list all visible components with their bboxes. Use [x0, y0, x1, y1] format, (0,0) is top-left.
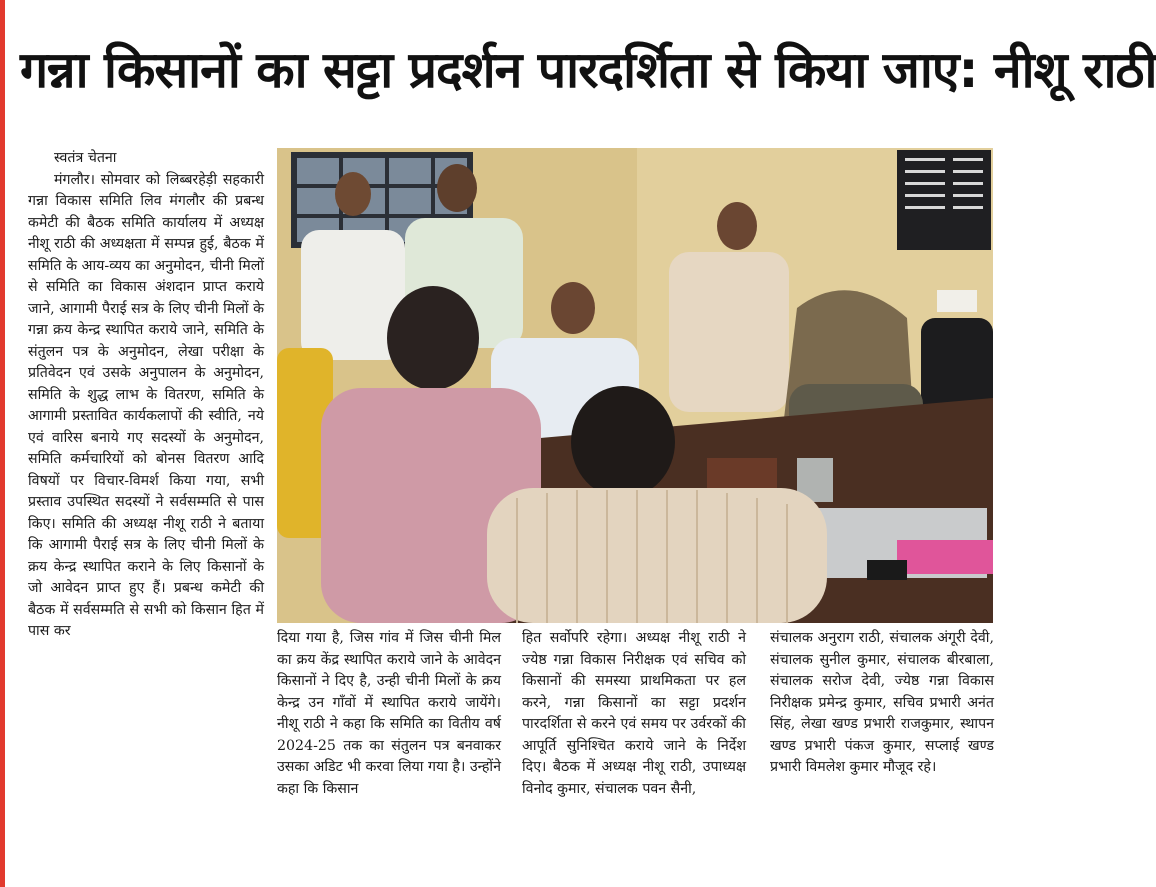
meeting-photo — [277, 148, 993, 623]
meeting-photo-illustration — [277, 148, 993, 623]
byline: स्वतंत्र चेतना — [54, 150, 117, 166]
article-text-col2: दिया गया है, जिस गांव में जिस चीनी मिल का क्रय केंद्र स्थापित कराये जाने के आवेदन किसानों ने दिए है, उन्ही चीनी मिलों के क्रय केन्द्र उन गाँवों में स्थापित कराये जायेंगे। नीशू राठी ने कहा कि समिति का वितीय वर्ष 2024-25 तक का संतुलन पत्र बनवाकर उसका अडिट भी करवा लिया गया है। उन्होंने कहा कि किसान — [277, 630, 501, 797]
article-column-left — [28, 148, 264, 643]
article-text-col3: हित सर्वोपरि रहेगा। अध्यक्ष नीशू राठी ने ज्येष्ठ गन्ना विकास निरीक्षक एवं सचिव को किसानों की समस्या प्राथमिकता पर हल करने, गन्ना किसानों का सट्टा प्रदर्शन पारदर्शिता से करने एवं समय पर उर्वरकों की आपूर्ति सुनिश्चित कराये जाने के निर्देश दिए। बैठक में अध्यक्ष नीशू राठी, उपाध्यक्ष विनोद कुमार, संचालक पवन सैनी, — [522, 630, 746, 797]
headline: गन्ना किसानों का सट्टा प्रदर्शन पारदर्शिता से किया जाए: नीशू राठी — [20, 41, 1156, 99]
red-accent-bar — [0, 0, 5, 887]
article-text-left: मंगलौर। सोमवार को लिब्बरहेड़ी सहकारी गन्ना विकास समिति लिव मंगलौर की प्रबन्ध कमेटी की बैठक समिति कार्यालय में अध्यक्ष नीशू राठी की अध्यक्षता में सम्पन्न हुई, बैठक में समिति के आय-व्यय का अनुमोदन, चीनी मिलों से समिति का विकास अंशदान प्राप्त कराये जाने, आगामी पैराई सत्र के लिए चीनी मिलों के गन्ना क्रय केन्द्र स्थापित कराये जाने, समिति के संतुलन पत्र के अनुमोदन, लेखा परीक्षा के प्रतिवेदन एवं उसके अनुपालन के अनुमोदन, समिति के शुद्ध लाभ के वितरण, समिति के आगामी प्रस्तावित कार्यकलापों की स्वीति, नये एवं वारिस बनाये गए सदस्यों के अनुमोदन, समिति कर्मचारियों को बोनस वितरण आदि विषयों पर विचार-विमर्श किया गया, सभी प्रस्ताव उपस्थित सदस्यों ने सर्वसम्मति से पास किए। समिति की अध्यक्ष नीशू राठी ने बताया कि आगामी पैराई सत्र के लिए चीनी मिलों के क्रय केन्द्र स्थापित कराने के लिए किसानों के जो आवेदन प्राप्त हुए हैं। प्रबन्ध कमेटी की बैठक में सर्वसम्मति से सभी को किसान हित में पास कर — [28, 171, 264, 639]
article-text-col4: संचालक अनुराग राठी, संचालक अंगूरी देवी, संचालक सुनील कुमार, संचालक बीरबाला, संचालक सरोज देवी, ज्येष्ठ गन्ना विकास निरीक्षक प्रमेन्द्र कुमार, सचिव प्रभारी अनंत सिंह, लेखा खण्ड प्रभारी राजकुमार, स्थापन खण्ड प्रभारी पंकज कुमार, सप्लाई खण्ड प्रभारी विमलेश कुमार मौजूद रहे। — [770, 630, 994, 775]
